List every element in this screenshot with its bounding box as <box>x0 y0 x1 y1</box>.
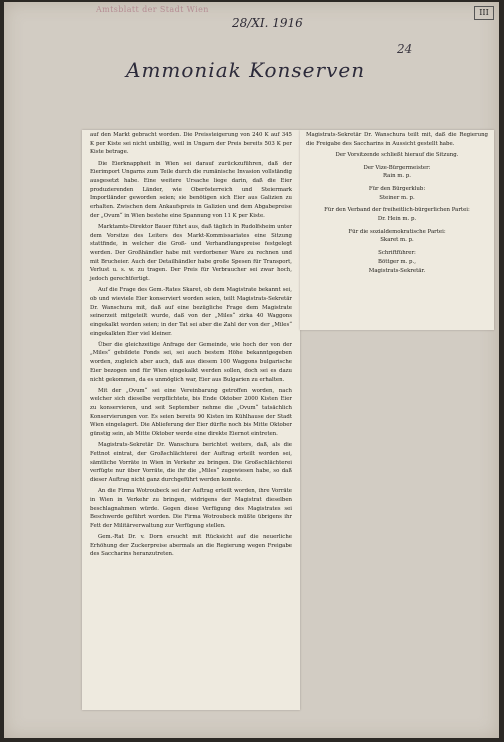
newspaper-clipping-right <box>300 130 494 330</box>
signature-block <box>306 164 488 181</box>
paragraph: Magistrats-Sekretär Dr. Wanschura berichtet weiters, daß, als die Fettnot eintrat, der Großschlächterei der Auftrag erteilt worden sei, sämtliche Vorräte in Wien in Verkehr zu bringen. Die Großschlächterei verfügte nur über Vorräte, die ihr die „Miles“ zugewiesen habe, so daß dieser Auftrag nicht ganz durchgeführt werden konnte. <box>90 442 292 484</box>
handwritten-title: Ammoniak Konserven <box>126 58 366 82</box>
archive-stamp: Amtsblatt der Stadt Wien <box>96 5 209 14</box>
closing-line: Der Vorsitzende schließt hierauf die Sitzung. <box>335 151 459 158</box>
signature-name: Rain m. p. <box>382 173 411 180</box>
signature-role: Schriftführer: <box>378 250 416 257</box>
handwritten-date: 28/XI. 1916 <box>232 16 303 30</box>
signature-role: Für den Bürgerklub: <box>368 185 426 192</box>
signature-role: Für den Verband der freiheitlich-bürgerlichen Partei: <box>324 207 470 214</box>
paragraph: auf den Markt gebracht worden. Die Preissteigerung von 240 K auf 345 K per Kiste sei nicht unbillig, weil in Ungarn der Preis bereits 503 K per Kiste betrage. <box>90 132 292 156</box>
signature-block <box>306 206 488 223</box>
newspaper-clipping-left <box>82 130 300 710</box>
paragraph: Auf die Frage des Gem.-Rates Skaret, ob dem Magistrate bekannt sei, ob und wieviele Eier konserviert worden seien, teilt Magistrats-Sekretär Dr. Wanschura mit, daß auf eine bezügliche Frage dem Magistrate seinerzeit mitgeteilt wurde, daß von der „Miles“ zirka 40 Waggons eingekalkt worden seien; in der Tat sei aber die Zahl der von der „Miles“ eingekalkten Eier viel kleiner. <box>90 287 292 337</box>
signature-role: Der Vize-Bürgermeister: <box>363 164 431 171</box>
signature-block <box>306 228 488 245</box>
paragraph: An die Firma Wotroubeck sei der Auftrag erteilt worden, ihre Vorräte in Wien in Verkehr zu bringen, widrigens der Magistrat dieselben beschlagnahmen würde. Gegen diese Verfügung des Magistrates sei Beschwerde geführt worden. Die Firma Wotroubeck müßte übrigens ihr Fett der Militärverwaltung zur Verfügung stellen. <box>90 488 292 529</box>
signature-name: Dr. Hein m. p. <box>377 216 417 223</box>
signature-role: Für die sozialdemokratische Partei: <box>348 228 446 235</box>
signature-name: Böttger m. p., <box>378 258 416 265</box>
folio-number: 24 <box>397 42 413 56</box>
signature-title: Magistrats-Sekretär. <box>368 267 426 274</box>
paragraph: Marktamts-Direktor Bauer führt aus, daß täglich in Rudolfsheim unter dem Vorsitze des Leiters des Markt-Kommissariates eine Sitzung stattfinde, in welcher die Groß- und Verhandlungspreise festgelegt werden. Der Großhändler habe mit verdorbener Ware zu rechnen und mit Brucheier. Auch der Detailhändler habe große Spesen für Transport, Verlust u. s. w. zu tragen. Der Preis für Verbraucher sei zwar hoch, jedoch gerechtfertigt. <box>90 223 292 283</box>
signature-name: Steiner m. p. <box>379 194 415 201</box>
paragraph: Die Eierknappheit in Wien sei darauf zurückzuführen, daß der Eierimport Ungarns zum Teile durch die rumänische Invasion vollständig ausgesetzt habe. Eine weitere Ursache liege darin, daß die Eier produzierenden Länder, wie Oberösterreich und Steiermark Importländer geworden seien; sie benötigen sich Eier aus Galizien zu erhalten. Zwischen dem Ankaufspreis in Galizien und dem Abgabepreise der „Ovum“ in Wien bestehe eine Spannung von 11 K per Kiste. <box>90 160 292 219</box>
paragraph: Mit der „Ovum“ sei eine Vereinbarung getroffen worden, nach welcher sich dieselbe verpflichtete, bis Ende Oktober 2000 Kisten Eier zu konservieren, und seit September nehme die „Ovum“ tatsächlich Konservierungen vor. Es seien bereits 90 Kisten im Kühlhause der Stadt Wien eingelagert. Die Ablieferung der Eier dürfte noch bis Mitte Oktober günstig sein, ab Mitte Oktober werde eine direkte Eiernot eintreten. <box>90 387 292 438</box>
paragraph: Gem.-Rat Dr. v. Dorn ersucht mit Rücksicht auf die neuerliche Erhöhung der Zuckerpreise abermals an die Regierung wegen Freigabe des Saccharins heranzutreten. <box>90 534 292 558</box>
paragraph: Über die gleichzeitige Anfrage der Gemeinde, wie hoch der von der „Miles“ gebildete Fonds sei, sei auch bestem Höhe bekanntgegeben worden, zugleich aber auch, daß aus diesem 100 Waggons bulgarische Eier bezogen und für Wien eingekalkt werden sollen, doch sei es dazu nicht gekommen, da es unmöglich war, Eier aus Bulgarien zu erhalten. <box>90 341 292 383</box>
box-number: III <box>474 6 494 20</box>
signature-name: Skaret m. p. <box>380 237 414 244</box>
signature-block <box>306 185 488 202</box>
paragraph: Magistrats-Sekretär Dr. Wanschura teilt mit, daß die Regierung die Freigabe des Saccharins in Aussicht gestellt habe. <box>306 132 488 147</box>
signature-block <box>306 249 488 275</box>
